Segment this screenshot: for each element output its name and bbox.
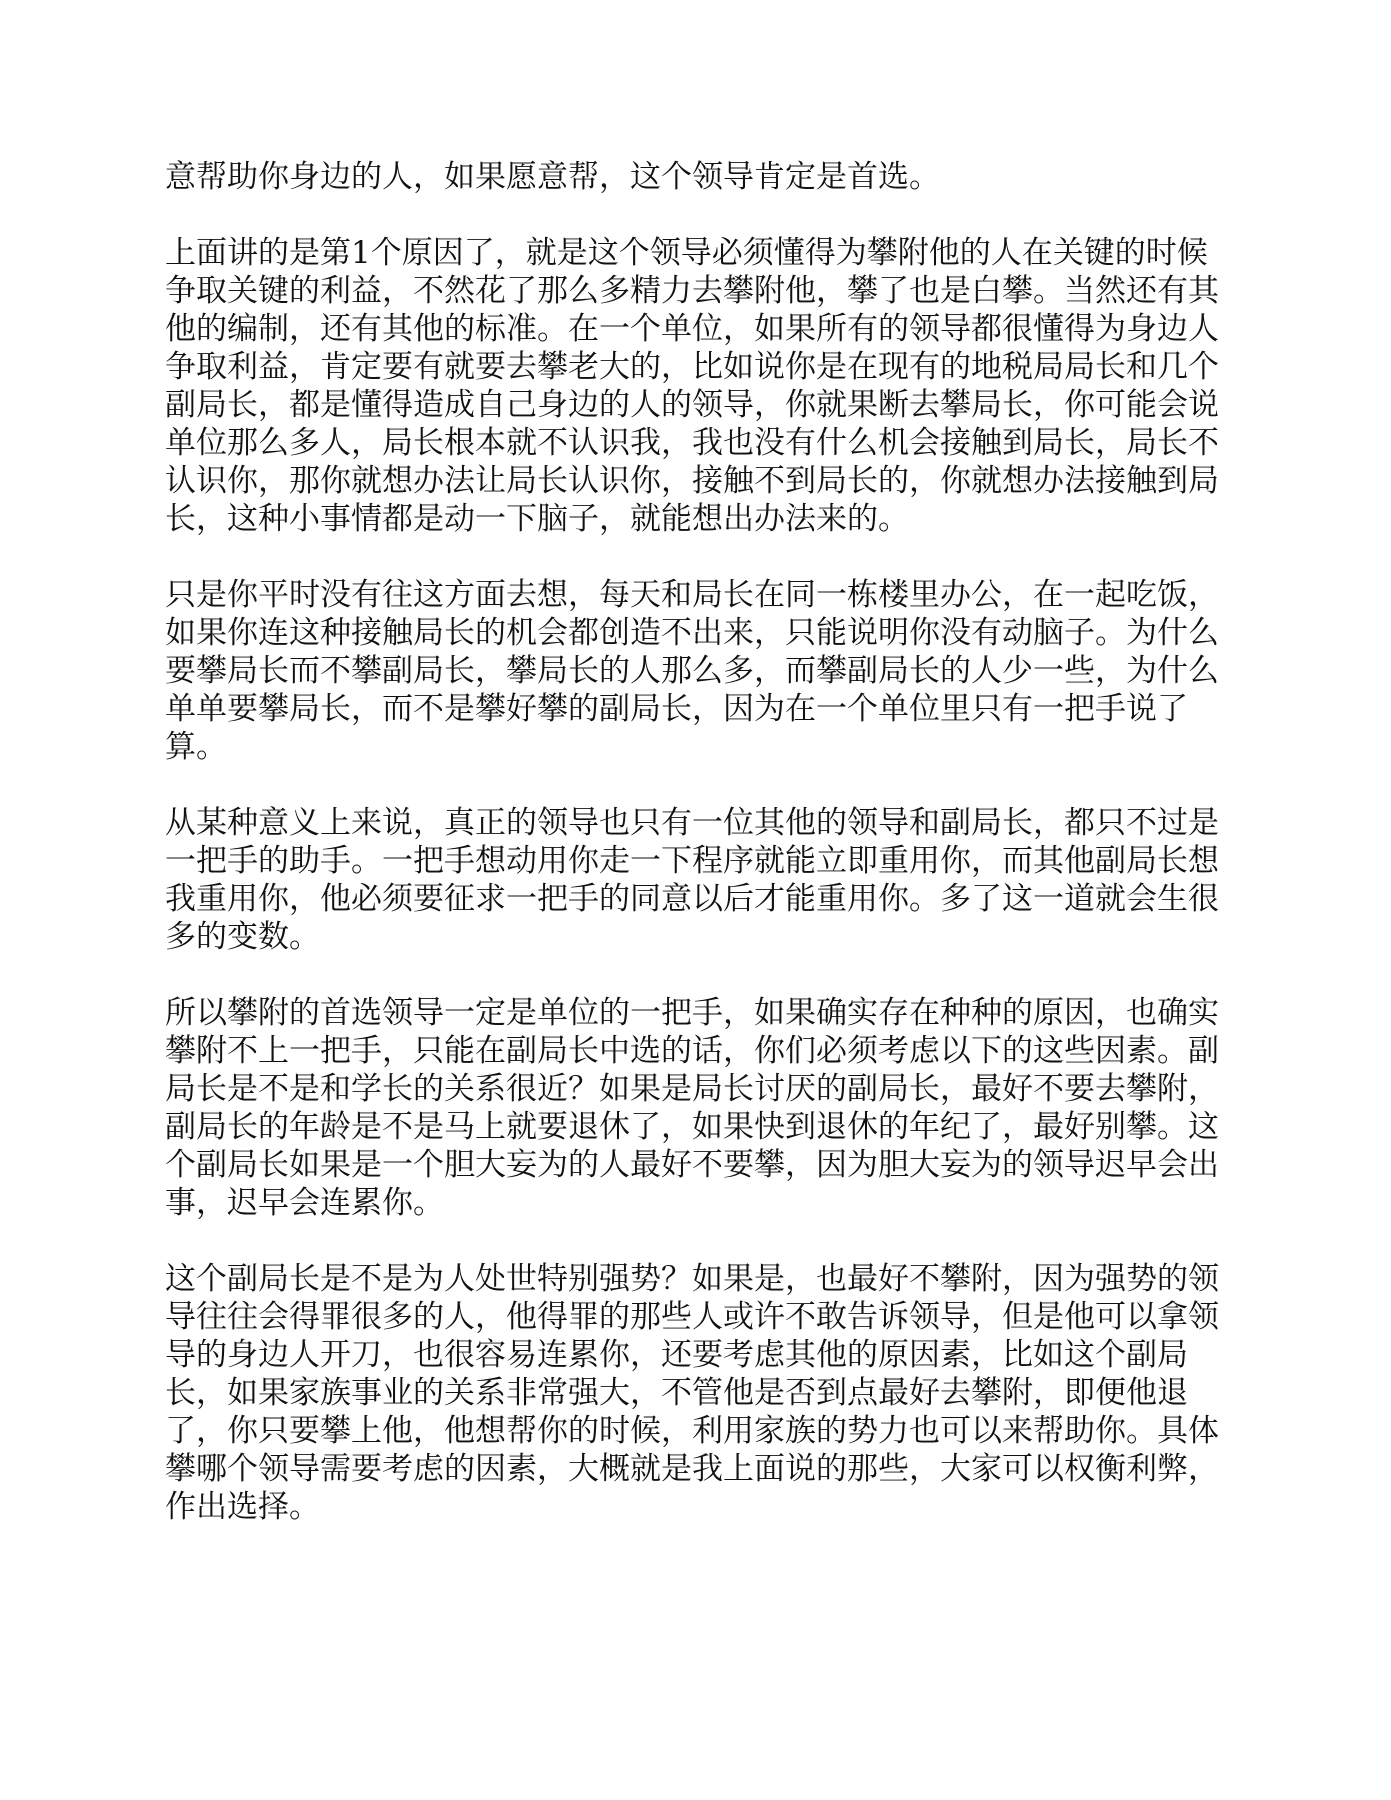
paragraph-1: 意帮助你身边的人，如果愿意帮，这个领导肯定是首选。 (165, 159, 940, 195)
paragraph-6: 这个副局长是不是为人处世特别强势？如果是，也最好不攀附，因为强势的领导往往会得罪很多的人，他得罪的那些人或许不敢告诉领导，但是他可以拿领导的身边人开刀，也很容易连累你，还要考虑其他的原因素，比如这个副局长，如果家族事业的关系非常强大，不管他是否到点最好去攀附，即便他退了，你只要攀上他，他想帮你的时候，利用家族的势力也可以来帮助你。具体攀哪个领导需要考虑的因素，大概就是我上面说的那些，大家可以权衡利弊，作出选择。 (165, 1261, 1219, 1525)
paragraph-4: 从某种意义上来说，真正的领导也只有一位其他的领导和副局长，都只不过是一把手的助手。一把手想动用你走一下程序就能立即重用你，而其他副局长想我重用你，他必须要征求一把手的同意以后才能重用你。多了这一道就会生很多的变数。 (165, 805, 1219, 955)
document-body (165, 158, 1225, 1526)
paragraph-3: 只是你平时没有往这方面去想，每天和局长在同一栋楼里办公，在一起吃饭，如果你连这种接触局长的机会都创造不出来，只能说明你没有动脑子。为什么要攀局长而不攀副局长，攀局长的人那么多，而攀副局长的人少一些，为什么单单要攀局长，而不是攀好攀的副局长，因为在一个单位里只有一把手说了算。 (165, 577, 1219, 765)
paragraph-2: 上面讲的是第1个原因了，就是这个领导必须懂得为攀附他的人在关键的时候争取关键的利益，不然花了那么多精力去攀附他，攀了也是白攀。当然还有其他的编制，还有其他的标准。在一个单位，如果所有的领导都很懂得为身边人争取利益，肯定要有就要去攀老大的，比如说你是在现有的地税局局长和几个副局长，都是懂得造成自己身边的人的领导，你就果断去攀局长，你可能会说单位那么多人，局长根本就不认识我，我也没有什么机会接触到局长，局长不认识你，那你就想办法让局长认识你，接触不到局长的，你就想办法接触到局长，这种小事情都是动一下脑子，就能想出办法来的。 (165, 235, 1219, 537)
paragraph-5: 所以攀附的首选领导一定是单位的一把手，如果确实存在种种的原因，也确实攀附不上一把手，只能在副局长中选的话，你们必须考虑以下的这些因素。副局长是不是和学长的关系很近？如果是局长讨厌的副局长，最好不要去攀附，副局长的年龄是不是马上就要退休了，如果快到退休的年纪了，最好别攀。这个副局长如果是一个胆大妄为的人最好不要攀，因为胆大妄为的领导迟早会出事，迟早会连累你。 (165, 995, 1219, 1221)
